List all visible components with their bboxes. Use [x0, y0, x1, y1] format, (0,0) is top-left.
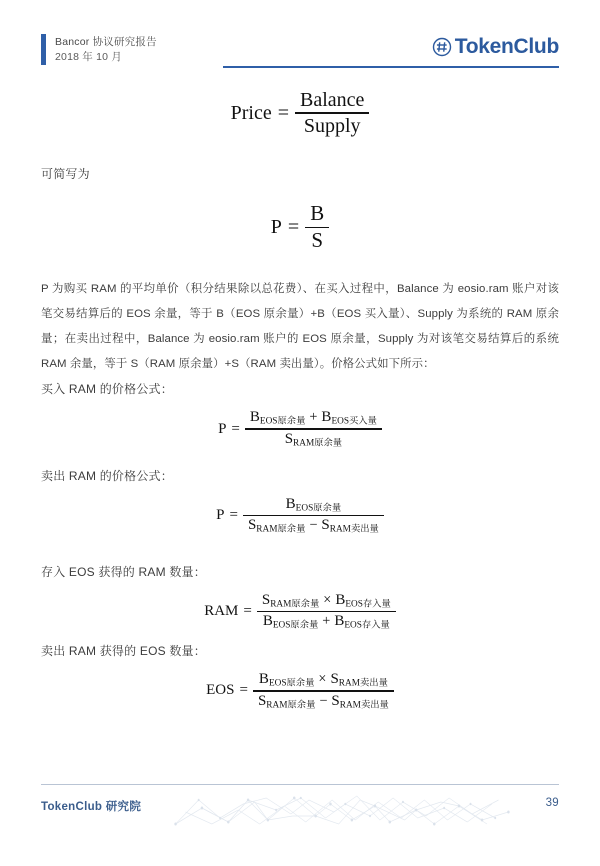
term-s-ram-original: $S_{RAM原余量}$ — [261, 592, 320, 610]
operator-times: × — [318, 671, 327, 688]
formula-buy-price-numerator — [245, 408, 382, 428]
formula-ram-numerator — [257, 591, 396, 611]
formula-ram-denominator — [258, 612, 395, 632]
header-text-group — [55, 34, 157, 65]
network-graphic — [169, 790, 515, 830]
header-divider — [223, 66, 559, 68]
report-date: 2018 年 10 月 — [55, 50, 122, 63]
label-sell-price: 卖出 RAM 的价格公式： — [41, 468, 173, 483]
formula-price-denominator: Supply — [303, 114, 361, 137]
operator-plus: + — [322, 613, 331, 630]
operator-times: × — [323, 592, 332, 608]
operator-minus: − — [309, 517, 318, 533]
label-sell-ram: 卖出 RAM 获得的 EOS 数量： — [41, 644, 206, 659]
term-b-eos-original: $B_{EOS原余量}$ — [249, 409, 306, 427]
term-b-eos-deposit: $B_{EOS存入量}$ — [335, 592, 391, 610]
page-content — [41, 82, 559, 712]
formula-ps-lhs: P — [270, 216, 282, 239]
logo-text: TokenClub — [454, 35, 559, 58]
formula-buy-price-equals: = — [231, 420, 240, 437]
formula-sell-price-numerator — [281, 495, 346, 515]
term-s-ram-original: $S_{RAM原余量}$ — [284, 430, 343, 449]
formula-ram-lhs: RAM — [204, 603, 239, 620]
formula-ram-equals: = — [243, 603, 252, 620]
report-title: Bancor 协议研究报告 — [55, 35, 157, 48]
term-s-ram-sell: $S_{RAM卖出量}$ — [331, 692, 389, 711]
formula-eos-denominator — [253, 692, 394, 712]
formula-buy-price-lhs: P — [218, 420, 227, 437]
page-footer — [41, 784, 559, 830]
formula-eos-numerator — [254, 670, 393, 690]
formula-sell-price-denominator — [243, 516, 384, 536]
formula-buy-price-denominator — [280, 430, 347, 450]
hash-circle-icon — [432, 37, 452, 57]
term-s-ram-original: $S_{RAM原余量}$ — [247, 517, 306, 535]
term-b-eos-original: $B_{EOS原余量}$ — [285, 495, 342, 514]
formula-ps — [41, 201, 559, 253]
body-paragraph: P 为购买 RAM 的平均单价（积分结果除以总花费）、在买入过程中，Balance 为 eosio.ram 账户对该笔交易结算后的 EOS 余量，等于 B（EOS 原余量）+B（EOS 买入量）、Supply 为系统的 RAM 原余量；在卖出过程中，Balance 为 eosio.ram 账户的 EOS 原余量，Supply 为对该笔交易结算后的系统 RAM 余量，等于 S（RAM 原余量）+S（RAM 卖出量）。价格公式如下所示： — [41, 283, 559, 371]
formula-eos-fraction — [253, 670, 394, 711]
formula-price-numerator: Balance — [299, 89, 365, 111]
brand-logo — [432, 36, 559, 57]
formula-ps-equals: = — [287, 216, 300, 239]
formula-sell-price-equals: = — [229, 506, 238, 523]
formula-ps-fraction — [305, 201, 329, 253]
formula-price-fraction — [295, 88, 369, 138]
label-buy-price: 买入 RAM 的价格公式： — [41, 382, 173, 397]
term-s-ram-sell: $S_{RAM卖出量}$ — [330, 671, 388, 689]
header-accent-bar — [41, 34, 46, 65]
label-deposit-eos: 存入 EOS 获得的 RAM 数量： — [41, 565, 206, 579]
term-s-ram-sell: $S_{RAM卖出量}$ — [321, 517, 379, 535]
term-s-ram-original: $S_{RAM原余量}$ — [257, 692, 316, 711]
formula-ram-fraction — [257, 591, 396, 632]
formula-price — [41, 88, 559, 138]
page-number: 39 — [545, 797, 559, 809]
formula-sell-price-lhs: P — [216, 506, 225, 523]
formula-buy-price-fraction — [245, 408, 382, 449]
formula-ram — [41, 591, 559, 632]
operator-minus: − — [319, 692, 328, 709]
term-b-eos-buy: $B_{EOS买入量}$ — [321, 409, 377, 427]
formula-sell-price-fraction — [243, 495, 384, 536]
header-title-block — [41, 34, 157, 65]
formula-eos-equals: = — [239, 682, 248, 699]
formula-sell-price — [41, 495, 559, 536]
formula-eos — [41, 670, 559, 711]
footer-divider — [41, 784, 559, 785]
note-simplify: 可简写为 — [41, 167, 90, 182]
formula-buy-price — [41, 408, 559, 449]
page-header — [41, 34, 559, 74]
term-b-eos-deposit: $B_{EOS存入量}$ — [334, 613, 390, 631]
formula-ps-numerator: B — [310, 201, 325, 226]
term-b-eos-original: $B_{EOS原余量}$ — [262, 613, 319, 631]
footer-org: TokenClub 研究院 — [41, 801, 142, 813]
formula-ps-denominator: S — [311, 227, 324, 252]
formula-price-lhs: Price — [230, 102, 272, 125]
formula-eos-lhs: EOS — [206, 682, 235, 699]
term-b-eos-original: $B_{EOS原余量}$ — [258, 671, 315, 689]
operator-plus: + — [309, 409, 318, 426]
formula-price-equals: = — [277, 102, 289, 125]
